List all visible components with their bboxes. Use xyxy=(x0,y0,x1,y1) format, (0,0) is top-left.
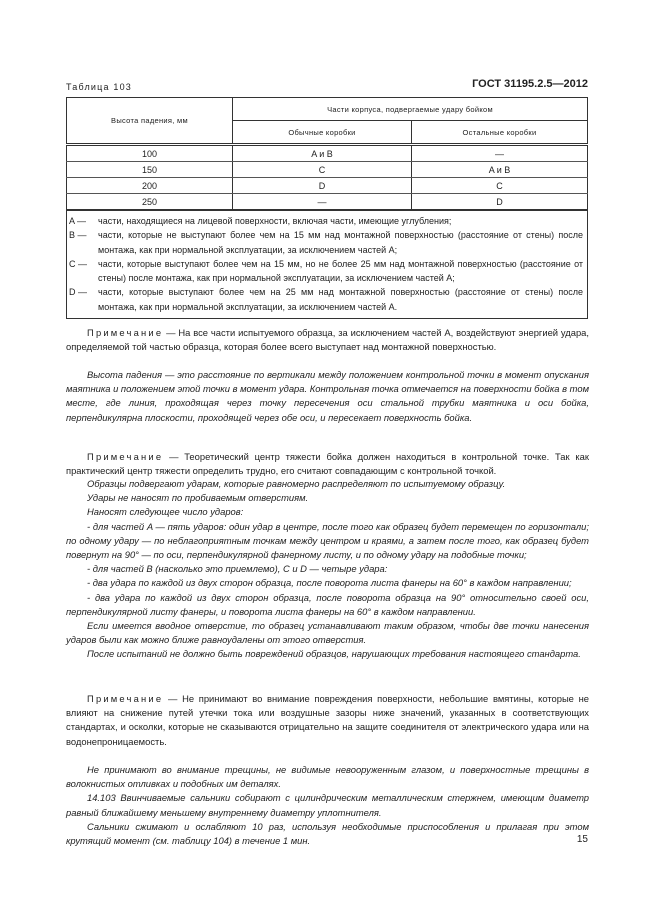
paragraph: Не принимают во внимание трещины, не видимые невооруженным глазом, и поверхностные трещины в волокнистых отливках и подобных им деталях. xyxy=(66,764,589,790)
col-header-other: Остальные коробки xyxy=(412,121,588,145)
col-header-ordinary: Обычные коробки xyxy=(233,121,412,145)
paragraph: Наносят следующее число ударов: xyxy=(87,506,244,518)
col-header-height: Высота падения, мм xyxy=(67,98,233,145)
legend-key: B — xyxy=(69,230,87,241)
legend-item xyxy=(69,214,583,228)
legend-item xyxy=(69,228,583,257)
paragraph: - для частей A — пять ударов: один удар в центре, после того как образец будет перемещен по горизонтали; по одному удару — по неблагоприятным точкам между центром и краями, а затем после того, как образец будет повернут на 90° — по оси, перпендикулярной фанерному листу, и по одному удару на подобные точки; xyxy=(66,520,589,561)
cell: D xyxy=(233,178,412,194)
table-caption: Таблица 103 xyxy=(66,82,133,92)
table-legend xyxy=(67,210,588,319)
gland-procedure xyxy=(66,763,589,848)
cell: C xyxy=(233,162,412,178)
table-row xyxy=(67,145,588,162)
cell: 100 xyxy=(67,145,233,162)
cell: D xyxy=(412,194,588,211)
cell: 150 xyxy=(67,162,233,178)
document-header: ГОСТ 31195.2.5—2012 xyxy=(472,78,588,90)
paragraph: Удары не наносят по пробиваемым отверстиям. xyxy=(87,492,309,504)
paragraph: 14.103 Ввинчиваемые сальники собирают с цилиндрическим металлическим стержнем, имеющим диаметр равный ближайшему меньшему внутреннему диаметру уплотнителя. xyxy=(66,792,589,818)
note-2 xyxy=(66,450,589,478)
cell: A и B xyxy=(233,145,412,162)
paragraph: После испытаний не должно быть повреждений образцов, нарушающих требования настоящего стандарта. xyxy=(87,648,581,660)
note-label: Примечание xyxy=(87,327,164,338)
cell: — xyxy=(412,145,588,162)
impact-procedure xyxy=(66,477,589,662)
table-row xyxy=(67,178,588,194)
legend-text: части, которые не выступают более чем на 15 мм над монтажной поверхностью (расстояние от стены) после монтажа, как при нормальной эксплуатации, за исключением частей А; xyxy=(98,230,583,255)
table-row xyxy=(67,194,588,211)
legend-key: D — xyxy=(69,287,87,298)
table-row xyxy=(67,162,588,178)
cell: — xyxy=(233,194,412,211)
paragraph: - для частей B (насколько это приемлемо), C и D — четыре удара: xyxy=(87,563,388,575)
legend-item xyxy=(69,285,583,314)
paragraph: Если имеется вводное отверстие, то образец устанавливают таким образом, чтобы две точки нанесения ударов были как можно ближе равноудалены от этого отверстия. xyxy=(66,620,589,646)
note-text: — На все части испытуемого образца, за исключением частей А, воздействуют энергией удара, определяемой той частью образца, которая более всего выступает над монтажной поверхностью. xyxy=(66,327,589,353)
legend-item xyxy=(69,257,583,286)
cell: 250 xyxy=(67,194,233,211)
legend-text: части, которые выступают более чем на 25 мм над монтажной поверхностью (расстояние от стены) после монтажа, как при нормальной эксплуатации, за исключением частей А. xyxy=(98,287,583,312)
cell: C xyxy=(412,178,588,194)
legend-text: части, находящиеся на лицевой поверхности, включая части, имеющие углубления; xyxy=(98,216,452,226)
drop-height-definition xyxy=(66,368,589,425)
col-header-group: Части корпуса, подвергаемые удару бойком xyxy=(233,98,588,121)
note-text: — Теоретический центр тяжести бойка должен находиться в контрольной точке. Так как практический центр тяжести определить трудно, его считают совпадающим с контрольной точкой. xyxy=(66,451,589,477)
paragraph: Сальники сжимают и ослабляют 10 раз, используя необходимые приспособления и прилагая при этом крутящий момент (см. таблицу 104) в течение 1 мин. xyxy=(66,820,589,847)
paragraph: Высота падения — это расстояние по вертикали между положением контрольной точки в момент опускания маятника и положением этой точки в момент удара. Контрольная точка отмечается на поверхности бойка в том месте, где линия, проходящая через точку пересечения оси стальной трубки маятника и оси бойка, перпендикулярна плоскости, проходящей через обе оси, и пересекает поверхность бойка. xyxy=(66,369,589,423)
page-number: 15 xyxy=(576,834,588,845)
paragraph: - два удара по каждой из двух сторон образца, после поворота листа фанеры на 60° в каждом направлении; xyxy=(87,577,572,589)
table-103 xyxy=(66,97,588,319)
legend-key: C — xyxy=(69,258,87,269)
paragraph: Образцы подвергают ударам, которые равномерно распределяют по испытуемому образцу. xyxy=(87,478,506,489)
cell: A и B xyxy=(412,162,588,178)
note-label: Примечание xyxy=(87,693,164,704)
cell: 200 xyxy=(67,178,233,194)
note-3 xyxy=(66,692,589,749)
legend-text: части, которые выступают более чем на 15 мм, но не более 25 мм над монтажной поверхностью (расстояние от стены) после монтажа, как при нормальной эксплуатации, за исключением частей А; xyxy=(98,258,583,284)
note-label: Примечание xyxy=(87,451,164,462)
note-text: — Не принимают во внимание повреждения поверхности, небольшие вмятины, которые не влияют на снижение путей утечки тока или воздушные зазоры ниже значений, указанных в соответствующих стандартах, и осколки, которые не сказываются отрицательно на защите соединителя от электрического удара или на водонепроницаемость. xyxy=(66,693,590,747)
paragraph: - два удара по каждой из двух сторон образца, после поворота образца на 90° относительно своей оси, перпендикулярной листу фанеры, и поворота листа фанеры на 60° в каждом направлении. xyxy=(66,591,589,617)
note-1 xyxy=(66,326,589,354)
legend-key: A — xyxy=(69,216,87,226)
